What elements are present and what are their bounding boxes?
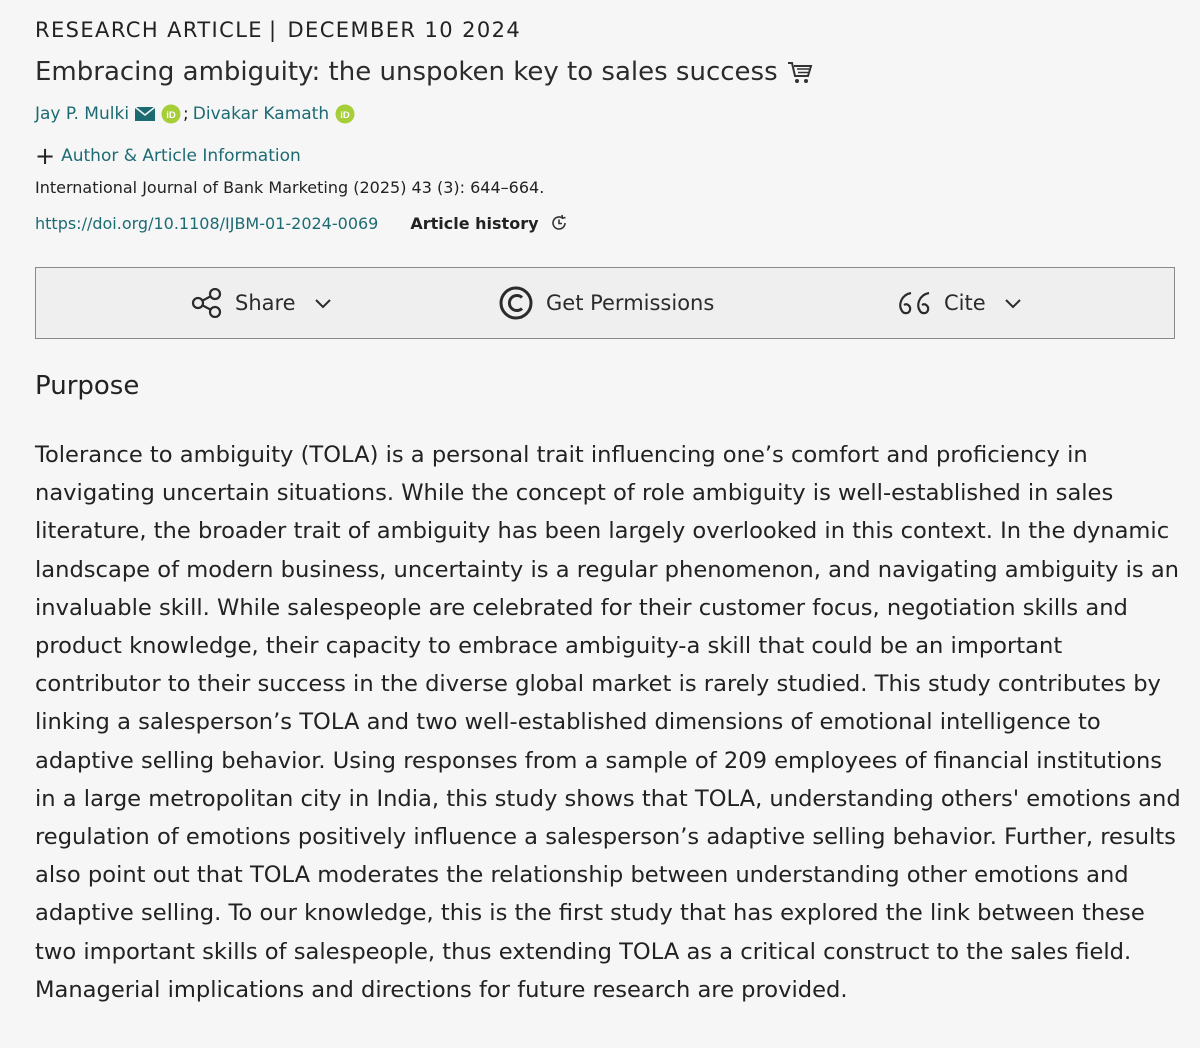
article-toolbar <box>35 267 1175 339</box>
author-info-toggle[interactable] <box>35 144 301 168</box>
shopping-cart-icon[interactable] <box>786 59 814 85</box>
chevron-down-icon <box>314 297 332 309</box>
abstract-text: Tolerance to ambiguity (TOLA) is a personal trait influencing one’s comfort and proficiency in navigating uncertain situations. While the concept of role ambiguity is well-established in sales literature, the broader trait of ambiguity has been largely overlooked in this context. In the dynamic landscape of modern business, uncertainty is a regular phenomenon, and navigating ambiguity is an invaluable skill. While salespeople are celebrated for their customer focus, negotiation skills and product knowledge, their capacity to embrace ambiguity-a skill that could be an important contributor to their success in the diverse global market is rarely studied. This study contributes by linking a salesperson’s TOLA and two well-established dimensions of emotional intelligence to adaptive selling behavior. Using responses from a sample of 209 employees of financial institutions in a large metropolitan city in India, this study shows that TOLA, understanding others' emotions and regulation of emotions positively influence a salesperson’s adaptive selling behavior. Further, results also point out that TOLA moderates the relationship between understanding other emotions and adaptive selling. To our knowledge, this is the first study that has explored the link between these two important skills of salespeople, thus extending TOLA as a critical construct to the sales field. Managerial implications and directions for future research are provided. <box>35 442 1181 1003</box>
orcid-icon[interactable] <box>161 104 181 124</box>
doi-link[interactable]: https://doi.org/10.1108/IJBM-01-2024-0069 <box>35 213 379 233</box>
article-meta <box>35 18 521 42</box>
get-permissions-label: Get Permissions <box>546 291 715 315</box>
article-history-button[interactable] <box>410 213 568 233</box>
meta-separator: | <box>268 18 278 42</box>
cite-label: Cite <box>944 291 986 315</box>
article-title-row <box>35 57 814 87</box>
email-icon[interactable] <box>135 107 155 121</box>
share-button[interactable] <box>191 268 332 338</box>
chevron-down-icon <box>1004 297 1022 309</box>
share-label: Share <box>235 291 296 315</box>
doi-row <box>35 213 569 233</box>
cite-button[interactable] <box>896 268 1022 338</box>
author-link[interactable]: Jay P. Mulki <box>35 104 130 124</box>
get-permissions-button[interactable] <box>498 268 714 338</box>
author-list <box>35 104 355 124</box>
orcid-icon[interactable] <box>335 104 355 124</box>
article-title: Embracing ambiguity: the unspoken key to sales success <box>35 57 778 87</box>
article-history-label: Article history <box>410 213 539 233</box>
history-clock-icon <box>549 213 569 233</box>
svg-text:iD: iD <box>166 110 176 121</box>
plus-icon: + <box>35 142 56 170</box>
quote-icon <box>896 290 932 316</box>
article-date: DECEMBER 10 2024 <box>287 18 522 42</box>
section-heading: Purpose <box>35 371 140 401</box>
copyright-icon <box>498 285 534 321</box>
author-separator: ; <box>183 104 189 124</box>
share-icon <box>191 288 223 318</box>
author-link[interactable]: Divakar Kamath <box>192 104 330 124</box>
journal-citation: International Journal of Bank Marketing (2025) 43 (3): 644–664. <box>35 178 545 197</box>
svg-text:iD: iD <box>340 110 350 121</box>
article-type: RESEARCH ARTICLE <box>35 18 263 42</box>
author-info-label: Author & Article Information <box>61 146 301 166</box>
